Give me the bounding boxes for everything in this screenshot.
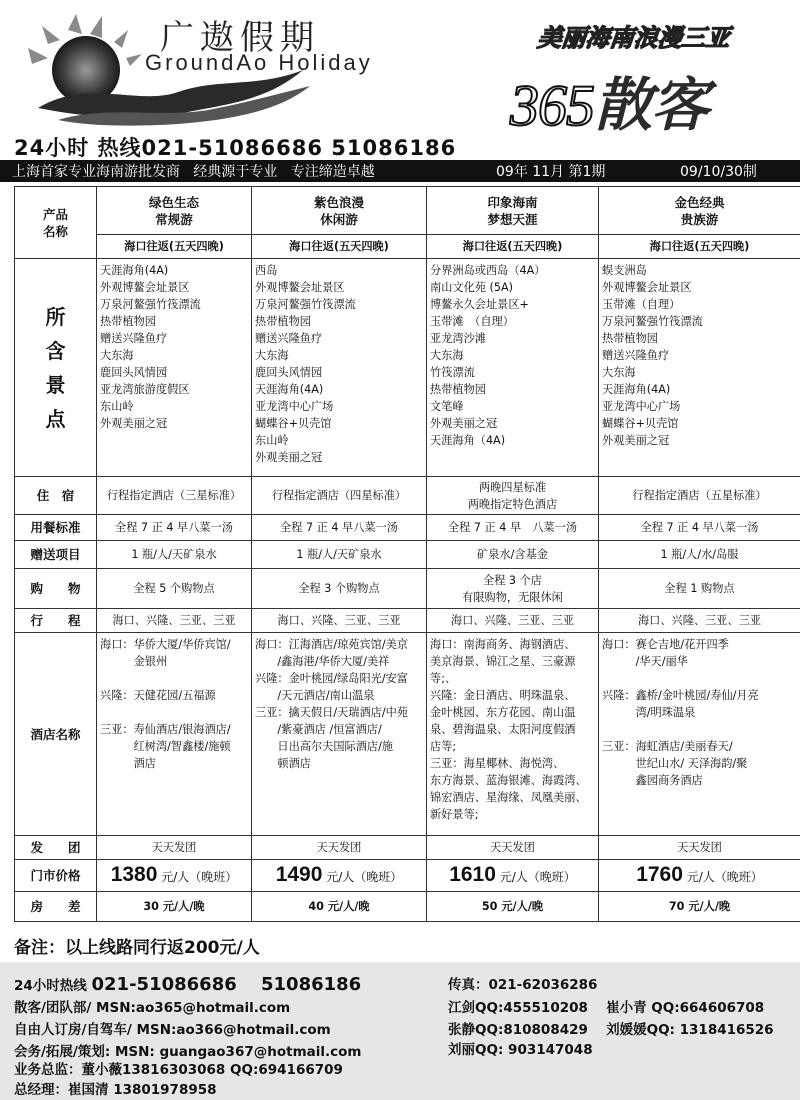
price-unit: 元/人（晚班） xyxy=(322,869,403,884)
list-line: 亚龙湾沙滩 xyxy=(430,332,486,345)
banner-tagline: 上海首家专业海南游批发商 经典源于专业 专注缔造卓越 xyxy=(12,164,375,180)
row-shopping xyxy=(15,569,800,609)
sights-cell xyxy=(252,259,427,477)
brand-name-chinese: 广遨假期 xyxy=(160,18,320,58)
footer-qq-line: 江剑QQ:455510208 崔小青 QQ:664606708 xyxy=(448,1000,765,1016)
hotel-line: /天元酒店/南山温泉 xyxy=(255,689,375,702)
hotel-line: 美京海景、锦江之星、三豪源 xyxy=(430,655,576,668)
hotel-line: 海口：赛仑吉地/花开四季 xyxy=(602,638,729,651)
list-line: 全程 5 个购物点 xyxy=(133,582,215,595)
list-line: 大东海 xyxy=(430,349,464,362)
list-line: 行程指定酒店（三星标准） xyxy=(106,489,242,502)
hotel-names-cell xyxy=(252,633,427,836)
hotel-group xyxy=(602,636,797,670)
list-line: 万泉河鳌强竹筏漂流 xyxy=(100,298,201,311)
row-price xyxy=(15,860,800,892)
list-line: 玉带滩 （自理） xyxy=(430,315,514,328)
sights-cell xyxy=(599,259,800,477)
list-line: 热带植物园 xyxy=(255,315,311,328)
hotel-standard-cell xyxy=(252,477,427,515)
hotel-line: 三亚：海虹酒店/美丽春天/ xyxy=(602,740,733,753)
hotel-line: 世纪山水/ 天泽海韵/聚 xyxy=(602,757,748,770)
theme-cell: 绿色生态 常规游 xyxy=(97,187,252,235)
sights-cell xyxy=(427,259,599,477)
footer-hotline-label: 24小时热线 xyxy=(14,978,87,994)
hotel-line: 海口：江海酒店/琼苑宾馆/美京 xyxy=(255,638,408,651)
list-line: 外观美丽之冠 xyxy=(255,451,323,464)
departure-cell: 天天发团 xyxy=(252,836,427,860)
row-meals xyxy=(15,515,800,541)
row-route xyxy=(15,235,800,259)
footer-hotline xyxy=(14,970,361,996)
list-line: 天涯海角(4A) xyxy=(602,383,671,396)
gifts-cell: 矿泉水/含基金 xyxy=(427,541,599,569)
list-line: 赠送兴隆鱼疗 xyxy=(602,349,670,362)
meals-cell: 全程 7 正 4 早 八菜一汤 xyxy=(427,515,599,541)
row-sights xyxy=(15,259,800,477)
meals-cell: 全程 7 正 4 早八菜一汤 xyxy=(97,515,252,541)
hotel-line: 东方海景、蓝海银滩、海霞湾、 xyxy=(430,774,587,787)
hotel-line: 泉、碧海温泉、太阳河度假酒 xyxy=(430,723,576,736)
footer-contact-line: 散客/团队部/ MSN:ao365@hotmail.com xyxy=(14,1000,291,1016)
list-line: 天涯海角(4A) xyxy=(255,383,324,396)
list-line: 赠送兴隆鱼疗 xyxy=(255,332,323,345)
list-line: 南山文化苑 (5A) xyxy=(430,281,513,294)
label-departure: 发 团 xyxy=(15,836,97,860)
gifts-cell: 1 瓶/人/天矿泉水 xyxy=(97,541,252,569)
list-line: 蝴蝶谷+贝壳馆 xyxy=(255,417,332,430)
theme-cell: 金色经典 贵族游 xyxy=(599,187,800,235)
hotel-line: /华天/丽华 xyxy=(602,655,688,668)
list-line: 大东海 xyxy=(255,349,289,362)
sights-cell xyxy=(97,259,252,477)
shopping-cell xyxy=(252,569,427,609)
list-line: 东山岭 xyxy=(255,434,289,447)
label-meals: 用餐标准 xyxy=(15,515,97,541)
label-hotel: 住 宿 xyxy=(15,477,97,515)
product-word: 散客 xyxy=(594,71,709,139)
hotel-line: 兴隆：天健花园/五福源 xyxy=(100,689,216,702)
price-cell xyxy=(252,860,427,892)
shopping-cell xyxy=(97,569,252,609)
hotel-group xyxy=(430,636,595,823)
hotel-line: 海口：南海商务、海钢酒店、 xyxy=(430,638,576,651)
itinerary-cell: 海口、兴隆、三亚、三亚 xyxy=(252,609,427,633)
hotel-line: 兴隆：金日酒店、明珠温泉、 xyxy=(430,689,576,702)
price-value: 1490 xyxy=(275,862,323,886)
price-unit: 元/人（晚班） xyxy=(157,869,238,884)
hotline: 24小时 热线021-51086686 51086186 xyxy=(14,136,457,160)
hotel-line: 新好景等; xyxy=(430,808,479,821)
theme-cell: 印象海南 梦想天涯 xyxy=(427,187,599,235)
list-line: 分界洲岛或西岛（4A） xyxy=(430,264,546,277)
room-diff-cell: 30 元/人/晚 xyxy=(97,892,252,922)
list-line: 全程 3 个店 xyxy=(483,573,542,587)
page-header xyxy=(0,0,800,139)
label-product-name: 产品 名称 xyxy=(15,187,97,259)
hotel-line: 湾/明珠温泉 xyxy=(602,706,696,719)
banner-issue: 09年 11月 第1期 xyxy=(496,164,606,180)
list-line: 亚龙湾旅游度假区 xyxy=(100,383,190,396)
hotel-line: 三亚：擒天假日/天瑞酒店/中苑 xyxy=(255,706,408,719)
list-line: 东山岭 xyxy=(100,400,134,413)
gifts-cell: 1 瓶/人/天矿泉水 xyxy=(252,541,427,569)
list-line: 热带植物园 xyxy=(430,383,486,396)
list-line: 亚龙湾中心广场 xyxy=(255,400,334,413)
list-line: 万泉河鳌强竹筏漂流 xyxy=(255,298,356,311)
label-hotel-names: 酒店名称 xyxy=(15,633,97,836)
brand-name-english: GroundAo Holiday xyxy=(145,50,373,75)
hotel-group xyxy=(602,738,797,789)
row-room-diff xyxy=(15,892,800,922)
hotel-line: 酒店 xyxy=(100,757,156,770)
hotel-line: 金银州 xyxy=(100,655,168,668)
list-line: 博鳌永久会址景区+ xyxy=(430,298,529,311)
departure-cell: 天天发团 xyxy=(599,836,800,860)
list-line: 热带植物园 xyxy=(602,332,658,345)
row-departure xyxy=(15,836,800,860)
route-cell: 海口往返(五天四晚) xyxy=(599,235,800,259)
hotel-group xyxy=(602,687,797,721)
footer-qq-line: 张静QQ:810808429 刘媛媛QQ: 1318416526 xyxy=(448,1022,774,1038)
footer-hotline-numbers: 021-51086686 51086186 xyxy=(91,974,362,995)
list-line: 大东海 xyxy=(100,349,134,362)
list-line: 外观博鳌会址景区 xyxy=(602,281,692,294)
label-sights: 所 含 景 点 xyxy=(15,259,97,477)
tour-comparison-table xyxy=(14,186,800,922)
shopping-cell xyxy=(599,569,800,609)
list-line: 外观博鳌会址景区 xyxy=(255,281,345,294)
label-room-diff: 房 差 xyxy=(15,892,97,922)
list-line: 两晚指定特色酒店 xyxy=(467,497,558,511)
row-itinerary xyxy=(15,609,800,633)
hotel-names-cell xyxy=(599,633,800,836)
list-line: 外观美丽之冠 xyxy=(602,434,670,447)
price-cell xyxy=(599,860,800,892)
room-diff-cell: 40 元/人/晚 xyxy=(252,892,427,922)
list-line: 竹筏漂流 xyxy=(430,366,475,379)
hotel-standard-cell xyxy=(599,477,800,515)
row-product-theme xyxy=(15,187,800,235)
banner-date: 09/10/30制 xyxy=(680,164,757,180)
itinerary-cell: 海口、兴隆、三亚、三亚 xyxy=(97,609,252,633)
hotel-names-cell xyxy=(97,633,252,836)
hotel-line: 兴隆：鑫桥/金叶桃园/寿仙/月亮 xyxy=(602,689,759,702)
hotel-line: 顿酒店 xyxy=(255,757,311,770)
hotel-line: /紫豪酒店 /恒富酒店/ xyxy=(255,723,382,736)
list-line: 外观美丽之冠 xyxy=(100,417,168,430)
list-line: 天涯海角(4A) xyxy=(100,264,169,277)
departure-cell: 天天发团 xyxy=(427,836,599,860)
label-gifts: 赠送项目 xyxy=(15,541,97,569)
list-line: 两晚四星标准 xyxy=(478,480,547,494)
list-line: 行程指定酒店（五星标准） xyxy=(632,489,767,502)
price-cell xyxy=(97,860,252,892)
hotel-line: 红树湾/智鑫楼/施顿 xyxy=(100,740,231,753)
list-line: 行程指定酒店（四星标准） xyxy=(271,489,407,502)
hotel-line: 等;、 xyxy=(430,672,457,685)
hotel-line: /鑫海港/华侨大厦/美祥 xyxy=(255,655,390,668)
price-unit: 元/人（晚班） xyxy=(682,869,763,884)
price-cell xyxy=(427,860,599,892)
hotel-line: 兴隆：金叶桃园/绿岛阳光/安富 xyxy=(255,672,408,685)
hotel-line: 店等; xyxy=(430,740,457,753)
price-value: 1760 xyxy=(636,862,683,886)
tagline-banner xyxy=(0,160,800,182)
list-line: 天涯海角（4A) xyxy=(430,434,506,447)
list-line: 西岛 xyxy=(255,264,278,277)
list-line: 全程 1 购物点 xyxy=(664,582,735,595)
product-number: 365 xyxy=(510,73,594,138)
list-line: 大东海 xyxy=(602,366,636,379)
hotel-group xyxy=(100,687,248,704)
price-unit: 元/人（晚班） xyxy=(495,869,576,884)
row-gifts xyxy=(15,541,800,569)
hotel-group xyxy=(100,721,248,772)
route-cell: 海口往返(五天四晚) xyxy=(427,235,599,259)
list-line: 全程 3 个购物点 xyxy=(298,582,380,595)
itinerary-cell: 海口、兴隆、三亚、三亚 xyxy=(599,609,800,633)
price-value: 1380 xyxy=(110,862,158,886)
hotel-standard-cell xyxy=(427,477,599,515)
hotel-line: 锦宏酒店、星海缘、凤凰美丽、 xyxy=(430,791,587,804)
label-itinerary: 行 程 xyxy=(15,609,97,633)
hotel-line: 海口：华侨大厦/华侨宾馆/ xyxy=(100,638,231,651)
list-line: 鹿回头风情园 xyxy=(255,366,323,379)
rebate-note: 备注：以上线路同行返200元/人 xyxy=(14,938,260,958)
shopping-cell xyxy=(427,569,599,609)
footer-contact-line: 业务总监：董小薇13816303068 QQ:694166709 xyxy=(14,1062,343,1078)
list-line: 亚龙湾中心广场 xyxy=(602,400,681,413)
hotel-line: 日出高尔夫国际酒店/施 xyxy=(255,740,394,753)
itinerary-cell: 海口、兴隆、三亚、三亚 xyxy=(427,609,599,633)
footer-contact-line: 总经理：崔国清 13801978958 xyxy=(14,1082,217,1098)
slogan: 美丽海南浪漫三亚 xyxy=(536,24,732,52)
hotel-names-cell xyxy=(427,633,599,836)
product-title xyxy=(510,58,708,142)
room-diff-cell: 50 元/人/晚 xyxy=(427,892,599,922)
footer-qq-line: 刘丽QQ: 903147048 xyxy=(448,1042,593,1058)
row-hotel-standard xyxy=(15,477,800,515)
hotel-line: 三亚：海星椰林、海悦湾、 xyxy=(430,757,565,770)
meals-cell: 全程 7 正 4 早八菜一汤 xyxy=(599,515,800,541)
list-line: 外观博鳌会址景区 xyxy=(100,281,190,294)
hotel-standard-cell xyxy=(97,477,252,515)
route-cell: 海口往返(五天四晚) xyxy=(97,235,252,259)
footer-fax: 传真：021-62036286 xyxy=(448,977,598,993)
list-line: 热带植物园 xyxy=(100,315,156,328)
list-line: 赠送兴隆鱼疗 xyxy=(100,332,168,345)
price-value: 1610 xyxy=(449,862,496,886)
row-hotel-names xyxy=(15,633,800,836)
list-line: 鹿回头风情园 xyxy=(100,366,168,379)
footer-contact-line: 会务/拓展/策划: MSN: guangao367@hotmail.com xyxy=(14,1044,362,1060)
footer-contact-line: 自由人订房/自驾车/ MSN:ao366@hotmail.com xyxy=(14,1022,331,1038)
list-line: 文笔峰 xyxy=(430,400,464,413)
list-line: 外观美丽之冠 xyxy=(430,417,498,430)
contact-footer xyxy=(0,962,800,1100)
list-line: 有限购物，无限休闲 xyxy=(462,590,563,604)
list-line: 玉带滩（自理） xyxy=(602,298,681,311)
label-shopping: 购 物 xyxy=(15,569,97,609)
label-price: 门市价格 xyxy=(15,860,97,892)
hotel-line: 金叶桃园、东方花园、南山温 xyxy=(430,706,576,719)
meals-cell: 全程 7 正 4 早八菜一汤 xyxy=(252,515,427,541)
hotel-line: 三亚：寿仙酒店/银海酒店/ xyxy=(100,723,231,736)
hotel-line: 鑫园商务酒店 xyxy=(602,774,703,787)
list-line: 蜈支洲岛 xyxy=(602,264,647,277)
list-line: 万泉河鳌强竹筏漂流 xyxy=(602,315,703,328)
hotel-group xyxy=(100,636,248,670)
departure-cell: 天天发团 xyxy=(97,836,252,860)
list-line: 蝴蝶谷+贝壳馆 xyxy=(602,417,679,430)
room-diff-cell: 70 元/人/晚 xyxy=(599,892,800,922)
theme-cell: 紫色浪漫 休闲游 xyxy=(252,187,427,235)
gifts-cell: 1 瓶/人/水/岛服 xyxy=(599,541,800,569)
route-cell: 海口往返(五天四晚) xyxy=(252,235,427,259)
hotel-group xyxy=(255,636,423,772)
